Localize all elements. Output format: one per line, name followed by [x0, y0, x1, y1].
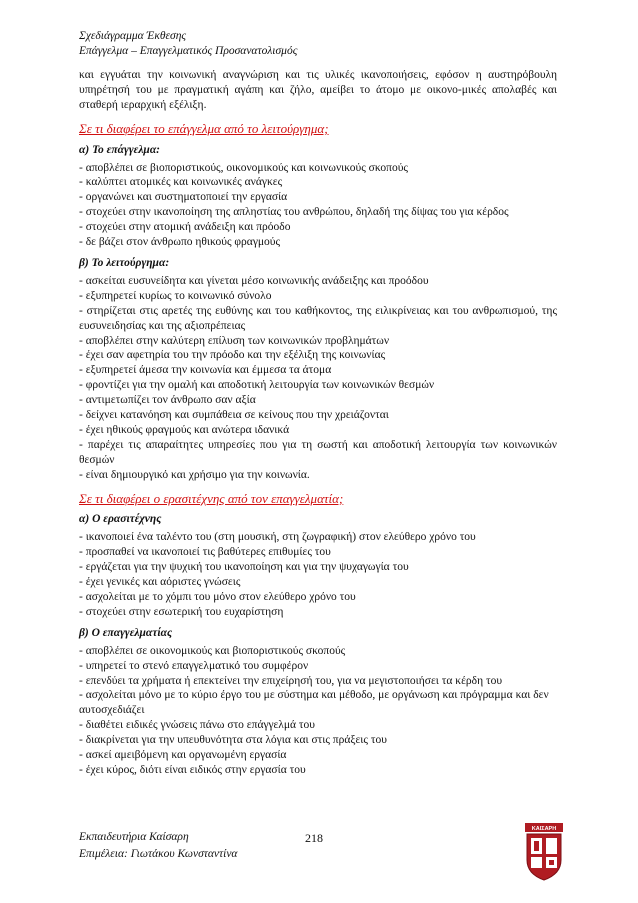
section1-heading: Σε τι διαφέρει το επάγγελμα από το λειτούργημα; [79, 120, 329, 136]
section1-sub-b-list [79, 274, 557, 483]
list-item: - έχει γενικές και αόριστες γνώσεις [79, 576, 241, 589]
intro-paragraph: και εγγυάται την κοινωνική αναγνώριση και τις υλικές ικανοποιήσεις, εφόσον η αυστηρόβουλη υπηρέτησή του με πραγματική αγάπη και ζήλο, αμείβει το άτομο με οικονο-μικές απολαβές και σταθερή ιεραρχική εξέλιξη. [79, 69, 557, 111]
page-header [79, 29, 297, 59]
section2-sub-a-list [79, 530, 557, 619]
list-item: - υπηρετεί το στενό επαγγελματικό του συμφέρον [79, 659, 309, 672]
list-item: - ασκεί αμειβόμενη και οργανωμένη εργασία [79, 749, 287, 762]
section2-sub-a-heading: α) Ο ερασιτέχνης [79, 513, 162, 526]
list-item: - έχει κύρος, διότι είναι ειδικός στην εργασία του [79, 763, 306, 776]
page-number: 218 [305, 831, 323, 845]
list-item: - έχει ηθικούς φραγμούς και ανώτερα ιδανικά [79, 423, 290, 436]
footer-editor: Επιμέλεια: Γιωτάκου Κωνσταντίνα [79, 848, 238, 860]
list-item: - είναι δημιουργικό και χρήσιμο για την κοινωνία. [79, 468, 310, 481]
list-item: - αποβλέπει σε οικονομικούς και βιοποριστικούς σκοπούς [79, 644, 346, 657]
section1-sub-b-heading: β) Το λειτούργημα: [79, 256, 170, 269]
section1-sub-a-heading: α) Το επάγγελμα: [79, 143, 161, 156]
list-item: - αντιμετωπίζει τον άνθρωπο σαν αξία [79, 394, 256, 407]
list-item: - προσπαθεί να ικανοποιεί τις βαθύτερες επιθυμίες του [79, 546, 331, 559]
list-item: - φροντίζει για την ομαλή και αποδοτική λειτουργία των κοινωνικών θεσμών [79, 379, 435, 392]
list-item: - εξυπηρετεί κυρίως το κοινωνικό σύνολο [79, 289, 272, 302]
list-item: - οργανώνει και συστηματοποιεί την εργασία [79, 191, 288, 204]
list-item: - έχει σαν αφετηρία του την πρόοδο και την εξέλιξη της κοινωνίας [79, 349, 386, 362]
list-item: - ασχολείται με το χόμπι του μόνο στον ελεύθερο χρόνο του [79, 591, 356, 603]
list-item: - διαθέτει ειδικές γνώσεις πάνω στο επάγγελμά του [79, 719, 315, 732]
footer-school: Εκπαιδευτήρια Καίσαρη [79, 831, 189, 843]
section1-sub-a-list [79, 161, 557, 250]
list-item: - ασχολείται μόνο με το κύριο έργο του με σύστημα και μέθοδο, με οργάνωση και πρόγραμμα και δεν αυτοσχεδιάζει [79, 689, 549, 717]
list-item: - στοχεύει στην ατομική ανάδειξη και πρόοδο [79, 221, 291, 234]
list-item: - στηρίζεται στις αρετές της ευθύνης και του καθήκοντος, της ειλικρίνειας και του ανθρωπισμού, της ευσυνειδησίας και της αξιοπρέπειας [79, 304, 557, 332]
header-doc-title: Σχεδιάγραμμα Έκθεσης [79, 30, 187, 42]
list-item: - αποβλέπει σε βιοποριστικούς, οικονομικούς και κοινωνικούς σκοπούς [79, 161, 408, 174]
page-footer [79, 829, 237, 863]
section2-sub-b-list [79, 644, 557, 778]
list-item: - ικανοποιεί ένα ταλέντο του (στη μουσική, στη ζωγραφική) στον ελεύθερο χρόνο του [79, 531, 476, 544]
section2-sub-b-heading: β) Ο επαγγελματίας [79, 626, 173, 639]
list-item: - δείχνει κατανόηση και συμπάθεια σε κείνους που την χρειάζονται [79, 409, 389, 422]
logo-label: ΚΑΙΣΑΡΗ [531, 826, 557, 832]
list-item: - διακρίνεται για την υπευθυνότητα στα λόγια και στις πράξεις του [79, 734, 387, 747]
list-item: - εργάζεται για την ψυχική του ικανοποίηση και για την ψυχαγωγία του [79, 561, 409, 574]
list-item: - επενδύει τα χρήματα ή επεκτείνει την επιχείρησή του, για να μεγιστοποιήσει τα κέρδη του [79, 674, 503, 687]
document-body [79, 68, 557, 778]
list-item: - εξυπηρετεί άμεσα την κοινωνία και έμμεσα τα άτομα [79, 364, 332, 377]
header-topic: Επάγγελμα – Επαγγελματικός Προσανατολισμός [79, 45, 298, 57]
list-item: - στοχεύει στην εσωτερική του ευχαρίστηση [79, 605, 284, 618]
list-item: - ασκείται ευσυνείδητα και γίνεται μέσο κοινωνικής ανάδειξης και προόδου [79, 274, 429, 287]
list-item: - δε βάζει στον άνθρωπο ηθικούς φραγμούς [79, 236, 281, 249]
list-item: - παρέχει τις απαραίτητες υπηρεσίες που για τη σωστή και αποδοτική λειτουργία των κοινωνικών θεσμών [79, 438, 557, 466]
section2-heading: Σε τι διαφέρει ο ερασιτέχνης από τον επαγγελματία; [79, 490, 344, 506]
list-item: - καλύπτει ατομικές και κοινωνικές ανάγκες [79, 176, 283, 189]
list-item: - στοχεύει στην ικανοποίηση της απληστίας του ανθρώπου, δηλαδή της δίψας του για κέρδος [79, 206, 509, 219]
list-item: - αποβλέπει στην καλύτερη επίλυση των κοινωνικών προβλημάτων [79, 334, 390, 347]
school-crest-icon [524, 822, 564, 882]
